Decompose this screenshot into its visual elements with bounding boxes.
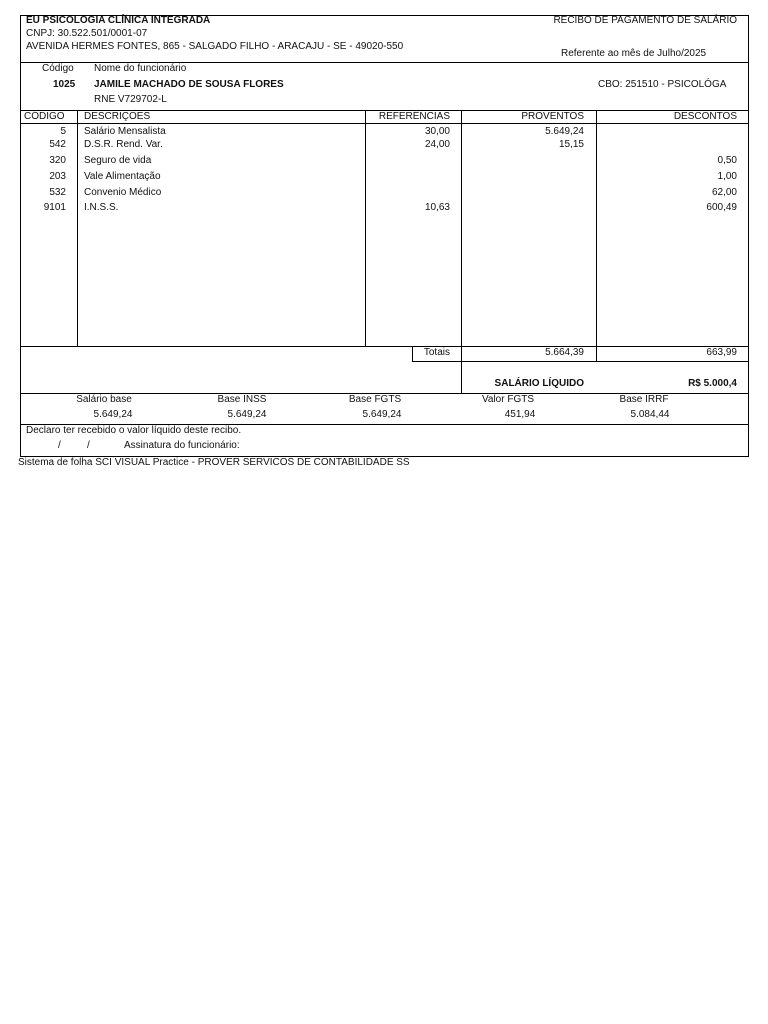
declaration-text: Declaro ter recebido o valor líquido deste recibo. [26,425,242,436]
employee-name-label: Nome do funcionário [94,63,187,74]
row-desc: I.N.S.S. [84,202,119,213]
row-desc: D.S.R. Rend. Var. [84,139,163,150]
row-code: 532 [49,187,66,198]
employee-rne: RNE V729702-L [94,94,167,105]
base-label-irrf: Base IRRF [619,394,669,405]
employee-code: 1025 [53,79,76,90]
row-ref: 10,63 [424,202,450,213]
totals-label: Totais [423,347,450,358]
border-left [20,15,21,457]
base-label-salary: Salário base [76,394,132,405]
company-cnpj: CNPJ: 30.522.501/0001-07 [26,28,148,39]
company-name: EU PSICOLOGIA CLÍNICA INTEGRADA [26,15,211,26]
col-line-ref [461,110,462,394]
header-ref: REFERÊNCIAS [378,111,450,122]
divider-table-bottom [20,346,749,347]
col-line-desc [365,110,366,347]
base-value-salary: 5.649,24 [93,409,133,420]
header-disc: DESCONTOS [673,111,737,122]
employee-cbo: CBO: 251510 - PSICOLÓGA [598,79,727,90]
base-value-valor-fgts: 451,94 [504,409,536,420]
header-code: CÓDIGO [24,111,65,122]
row-desc: Seguro de vida [84,155,152,166]
row-code: 9101 [43,202,66,213]
row-disc: 1,00 [717,171,737,182]
net-salary-label: SALÁRIO LÍQUIDO [494,378,584,389]
row-code: 320 [49,155,66,166]
divider-table-header [20,123,749,124]
row-code: 542 [49,139,66,150]
col-line-code [77,110,78,347]
employee-code-label: Código [42,63,74,74]
row-disc: 0,50 [717,155,737,166]
col-line-totals-label [412,346,413,362]
base-label-valor-fgts: Valor FGTS [481,394,535,405]
row-code: 5 [60,126,66,137]
employee-name: JAMILE MACHADO DE SOUSA FLORES [94,79,284,90]
net-salary-value: R$ 5.000,4 [688,378,737,389]
row-desc: Salário Mensalista [84,126,166,137]
signature-label: Assinatura do funcionário: [124,440,240,451]
header-desc: DESCRIÇÕES [84,111,151,122]
company-address: AVENIDA HERMES FONTES, 865 - SALGADO FILHO - ARACAJU - SE - 49020-550 [26,41,404,52]
totals-descontos: 663,99 [706,347,737,358]
row-code: 203 [49,171,66,182]
receipt-title: RECIBO DE PAGAMENTO DE SALÁRIO [553,15,737,26]
date-slash-2: / [87,440,90,451]
row-prov: 15,15 [558,139,584,150]
border-right [748,15,749,457]
row-disc: 62,00 [711,187,737,198]
row-disc: 600,49 [706,202,737,213]
row-desc: Vale Alimentação [84,171,161,182]
col-line-prov [596,110,597,362]
row-ref: 24,00 [424,139,450,150]
date-slash-1: / [58,440,61,451]
base-value-fgts: 5.649,24 [362,409,402,420]
header-prov: PROVENTOS [521,111,584,122]
base-value-irrf: 5.084,44 [630,409,670,420]
row-desc: Convenio Médico [84,187,162,198]
base-label-inss: Base INSS [217,394,267,405]
base-value-inss: 5.649,24 [227,409,267,420]
row-prov: 5.649,24 [545,126,584,137]
divider-totals-bottom [412,361,749,362]
receipt-reference: Referente ao mês de Julho/2025 [561,48,707,59]
totals-proventos: 5.664,39 [545,347,584,358]
footer-text: Sistema de folha SCI VISUAL Practice - PROVER SERVICOS DE CONTABILIDADE SS [18,457,410,468]
base-label-fgts: Base FGTS [348,394,402,405]
row-ref: 30,00 [424,126,450,137]
